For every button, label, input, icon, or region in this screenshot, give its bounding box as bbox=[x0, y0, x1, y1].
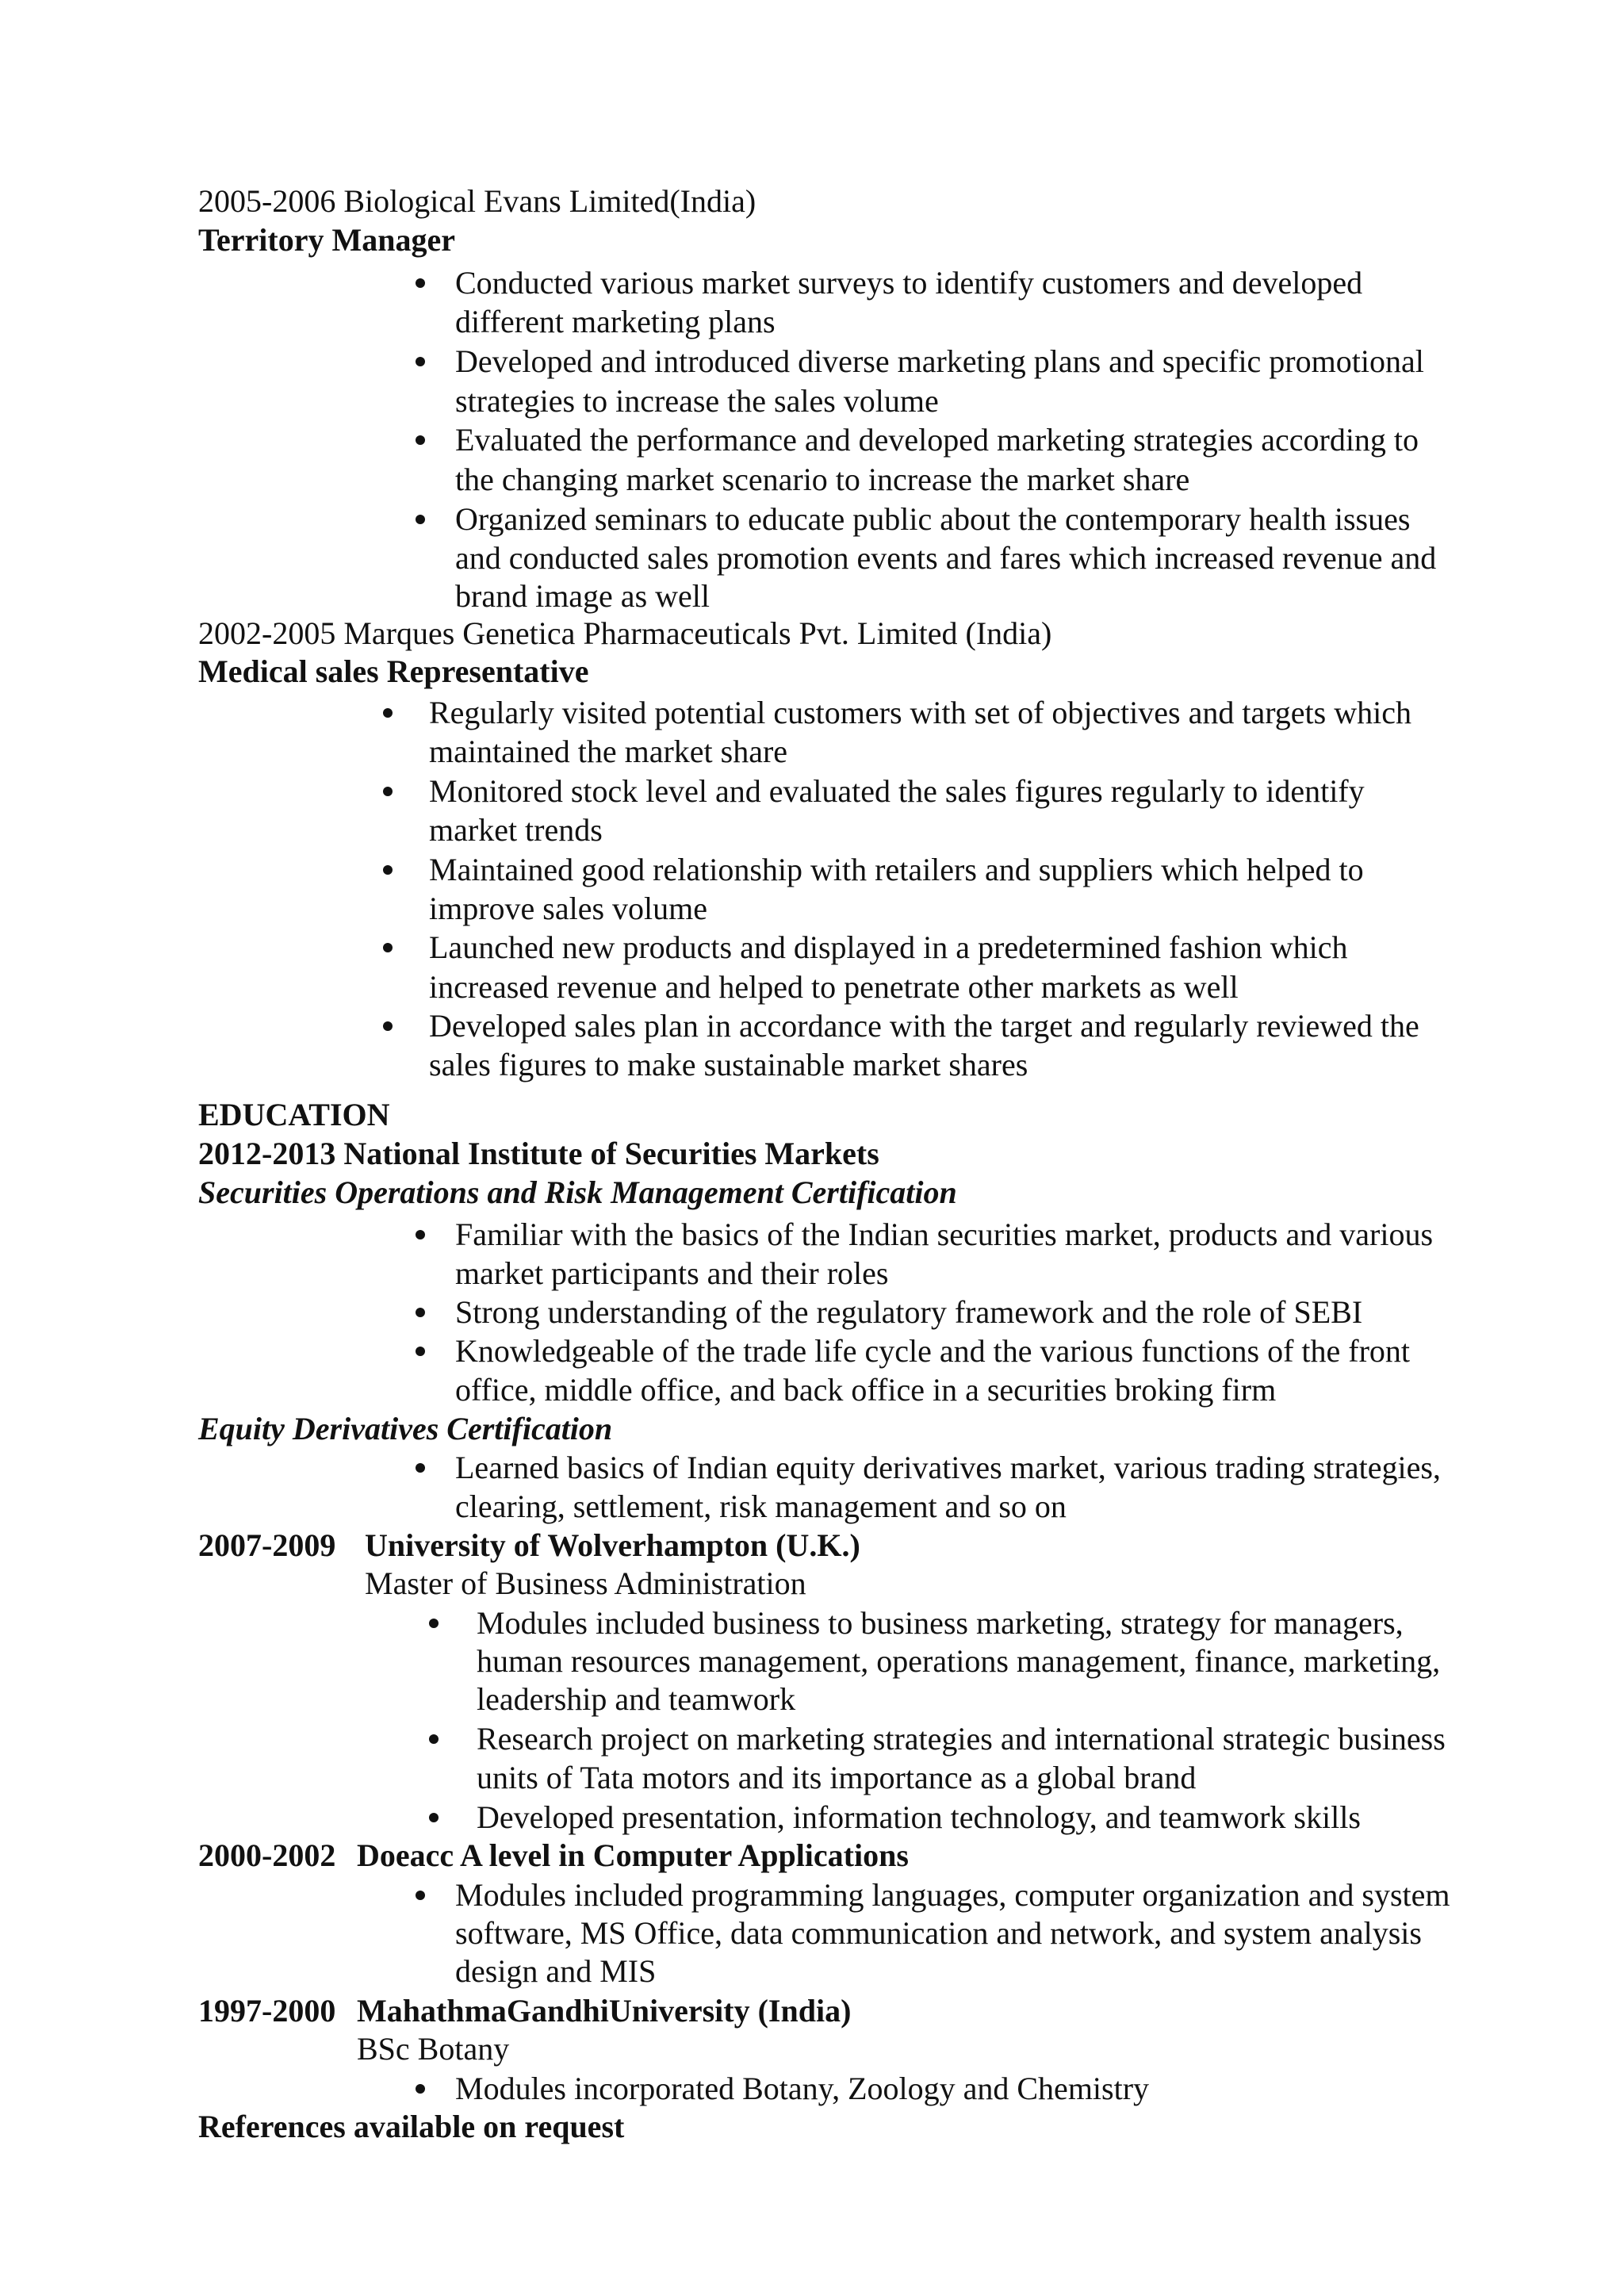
bullet-text: Organized seminars to educate public about the contemporary health issues bbox=[455, 501, 1411, 537]
institution-name: University of Wolverhampton (U.K.) bbox=[365, 1527, 860, 1563]
bullet-text: increased revenue and helped to penetrate other markets as well bbox=[429, 969, 1239, 1005]
bullet-text: Developed sales plan in accordance with the target and regularly reviewed the bbox=[429, 1008, 1419, 1044]
bullet-icon bbox=[383, 708, 393, 718]
bullet-icon bbox=[416, 515, 425, 524]
certification-title: Securities Operations and Risk Management Certification bbox=[198, 1174, 957, 1210]
bullet-text: clearing, settlement, risk management and so on bbox=[455, 1488, 1067, 1524]
bullet-icon bbox=[416, 1463, 425, 1473]
job-header: 2005-2006 Biological Evans Limited(India) bbox=[198, 183, 756, 219]
bullet-icon bbox=[416, 1891, 425, 1900]
job-header: 2002-2005 Marques Genetica Pharmaceuticals Pvt. Limited (India) bbox=[198, 615, 1052, 651]
bullet-icon bbox=[416, 357, 425, 366]
degree-name: BSc Botany bbox=[357, 2031, 510, 2067]
education-years: 2000-2002 bbox=[198, 1837, 336, 1873]
bullet-text: improve sales volume bbox=[429, 891, 708, 926]
bullet-text: Research project on marketing strategies and international strategic business bbox=[477, 1721, 1446, 1757]
job-title: Territory Manager bbox=[198, 222, 455, 258]
bullet-text: Developed and introduced diverse marketing plans and specific promotional bbox=[455, 343, 1424, 379]
bullet-icon bbox=[416, 1347, 425, 1356]
bullet-text: units of Tata motors and its importance as a global brand bbox=[477, 1760, 1197, 1795]
bullet-icon bbox=[416, 278, 425, 288]
bullet-icon bbox=[383, 787, 393, 796]
bullet-text: office, middle office, and back office in a securities broking firm bbox=[455, 1372, 1277, 1408]
bullet-text: Learned basics of Indian equity derivatives market, various trading strategies, bbox=[455, 1450, 1441, 1485]
job-title: Medical sales Representative bbox=[198, 653, 589, 689]
bullet-text: Launched new products and displayed in a predetermined fashion which bbox=[429, 929, 1348, 965]
bullet-text: design and MIS bbox=[455, 1953, 657, 1989]
institution-name: MahathmaGandhiUniversity (India) bbox=[357, 1993, 852, 2029]
bullet-icon bbox=[429, 1619, 439, 1628]
bullet-text: Familiar with the basics of the Indian securities market, products and various bbox=[455, 1216, 1434, 1252]
bullet-text: Modules included programming languages, computer organization and system bbox=[455, 1877, 1450, 1913]
bullet-text: market trends bbox=[429, 812, 603, 848]
bullet-text: strategies to increase the sales volume bbox=[455, 383, 939, 419]
education-years: 1997-2000 bbox=[198, 1993, 336, 2029]
bullet-text: Regularly visited potential customers with set of objectives and targets which bbox=[429, 695, 1411, 730]
education-years: 2007-2009 bbox=[198, 1527, 336, 1563]
institution-header: 2012-2013 National Institute of Securities Markets bbox=[198, 1136, 879, 1171]
bullet-text: Modules incorporated Botany, Zoology and Chemistry bbox=[455, 2071, 1150, 2106]
bullet-text: Conducted various market surveys to identify customers and developed bbox=[455, 265, 1363, 301]
bullet-text: Maintained good relationship with retailers and suppliers which helped to bbox=[429, 852, 1364, 887]
references-note: References available on request bbox=[198, 2109, 625, 2144]
bullet-text: market participants and their roles bbox=[455, 1255, 889, 1291]
bullet-text: Knowledgeable of the trade life cycle and the various functions of the front bbox=[455, 1333, 1411, 1369]
bullet-text: Developed presentation, information technology, and teamwork skills bbox=[477, 1799, 1361, 1835]
bullet-icon bbox=[429, 1734, 439, 1744]
bullet-text: Evaluated the performance and developed marketing strategies according to bbox=[455, 422, 1419, 458]
bullet-text: sales figures to make sustainable market shares bbox=[429, 1047, 1028, 1082]
institution-name: Doeacc A level in Computer Applications bbox=[357, 1837, 909, 1873]
bullet-text: software, MS Office, data communication and network, and system analysis bbox=[455, 1915, 1422, 1951]
bullet-text: and conducted sales promotion events and fares which increased revenue and bbox=[455, 540, 1437, 576]
bullet-text: human resources management, operations management, finance, marketing, bbox=[477, 1643, 1441, 1679]
bullet-text: Strong understanding of the regulatory framework and the role of SEBI bbox=[455, 1294, 1363, 1330]
bullet-text: brand image as well bbox=[455, 578, 710, 614]
bullet-icon bbox=[416, 435, 425, 445]
bullet-text: maintained the market share bbox=[429, 734, 788, 769]
degree-name: Master of Business Administration bbox=[365, 1565, 806, 1601]
bullet-text: the changing market scenario to increase the market share bbox=[455, 462, 1190, 497]
bullet-icon bbox=[383, 943, 393, 952]
bullet-icon bbox=[416, 1230, 425, 1239]
bullet-text: Modules included business to business marketing, strategy for managers, bbox=[477, 1605, 1404, 1641]
bullet-icon bbox=[416, 2084, 425, 2094]
bullet-icon bbox=[429, 1813, 439, 1822]
bullet-icon bbox=[416, 1308, 425, 1317]
bullet-icon bbox=[383, 865, 393, 875]
bullet-icon bbox=[383, 1021, 393, 1031]
bullet-text: leadership and teamwork bbox=[477, 1681, 796, 1717]
bullet-text: different marketing plans bbox=[455, 304, 776, 339]
certification-title: Equity Derivatives Certification bbox=[198, 1411, 613, 1446]
bullet-text: Monitored stock level and evaluated the sales figures regularly to identify bbox=[429, 773, 1365, 809]
section-heading-education: EDUCATION bbox=[198, 1097, 390, 1132]
